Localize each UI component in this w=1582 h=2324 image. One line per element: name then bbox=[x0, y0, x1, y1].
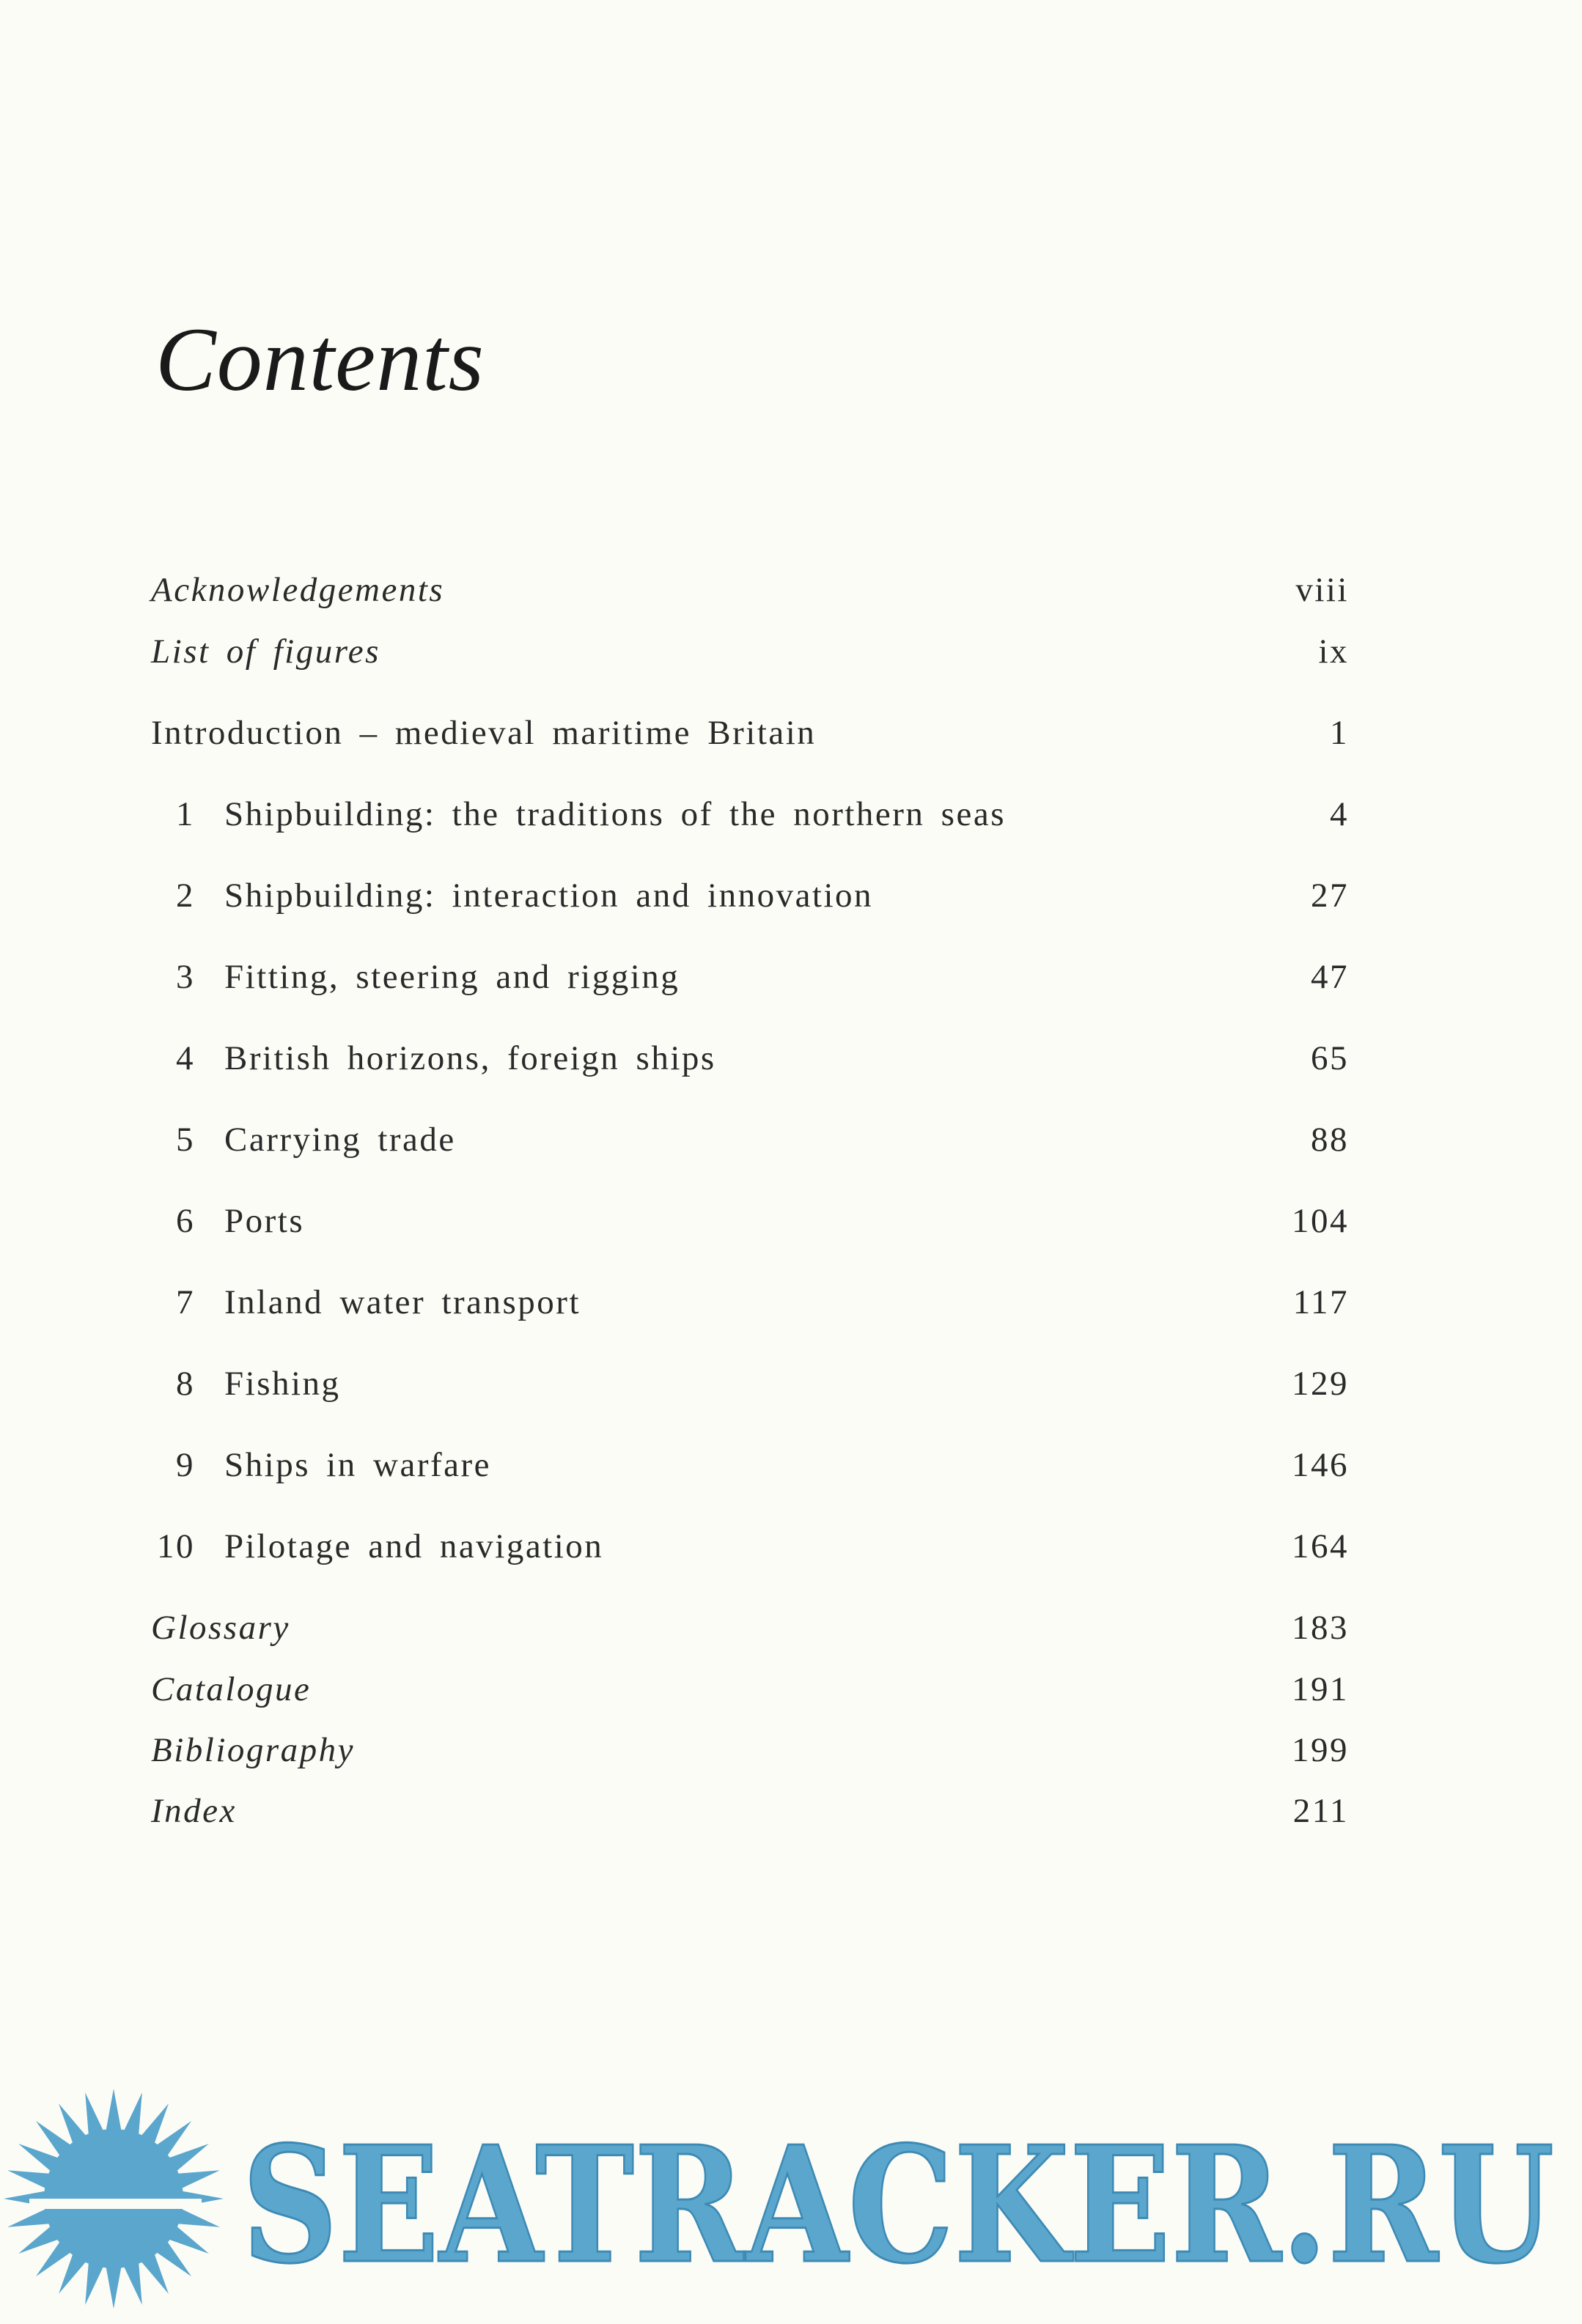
toc-entry-title: Catalogue bbox=[151, 1670, 312, 1708]
toc-entry-page: 183 bbox=[1292, 1609, 1349, 1647]
chapter-number: 5 bbox=[176, 1121, 195, 1159]
chapter-number: 2 bbox=[176, 877, 195, 915]
toc-entry-page: 164 bbox=[1292, 1527, 1349, 1565]
toc-entry-title: British horizons, foreign ships bbox=[224, 1039, 716, 1077]
toc-entry-title: Ports bbox=[224, 1202, 305, 1240]
toc-entry-page: 47 bbox=[1311, 958, 1349, 996]
toc-entry-title: Inland water transport bbox=[224, 1283, 581, 1321]
toc-entry-title: Carrying trade bbox=[224, 1121, 456, 1159]
toc-entry-title: Fishing bbox=[224, 1365, 341, 1403]
toc-entry-title: Fitting, steering and rigging bbox=[224, 958, 680, 996]
toc-entry-page: 117 bbox=[1292, 1283, 1349, 1321]
page-title: Contents bbox=[155, 309, 485, 410]
sun-icon bbox=[4, 2089, 224, 2309]
toc-entry-page: 88 bbox=[1311, 1121, 1349, 1159]
chapter-number: 4 bbox=[176, 1039, 195, 1077]
chapter-number: 1 bbox=[176, 795, 195, 833]
chapter-number: 7 bbox=[176, 1283, 195, 1321]
toc-entry-title: Bibliography bbox=[151, 1731, 356, 1769]
toc-entry-page: 199 bbox=[1292, 1731, 1349, 1769]
chapter-number: 3 bbox=[176, 958, 195, 996]
toc-entry-title: Pilotage and navigation bbox=[224, 1527, 604, 1565]
toc-entry-title: List of figures bbox=[151, 632, 380, 671]
toc-entry-page: 4 bbox=[1330, 795, 1349, 833]
toc-entry-page: ix bbox=[1318, 632, 1349, 671]
toc-entry-title: Shipbuilding: the traditions of the northern seas bbox=[224, 795, 1006, 833]
toc-entry-title: Ships in warfare bbox=[224, 1446, 492, 1484]
toc-entry-page: 65 bbox=[1311, 1039, 1349, 1077]
toc-entry-title: Introduction – medieval maritime Britain bbox=[151, 714, 817, 752]
toc-entry-page: 146 bbox=[1292, 1446, 1349, 1484]
toc-entry-page: 191 bbox=[1292, 1670, 1349, 1708]
chapter-number: 9 bbox=[176, 1446, 195, 1484]
toc-entry-page: 1 bbox=[1330, 714, 1349, 752]
toc-entry-title: Acknowledgements bbox=[151, 571, 445, 609]
chapter-number: 6 bbox=[176, 1202, 195, 1240]
watermark bbox=[0, 2089, 1582, 2324]
toc-entry-page: 129 bbox=[1292, 1365, 1349, 1403]
toc-entry-page: 211 bbox=[1292, 1792, 1349, 1830]
toc-entry-page: 104 bbox=[1292, 1202, 1349, 1240]
chapter-number: 10 bbox=[157, 1527, 195, 1565]
watermark-text: SEATRACKER.RU bbox=[242, 2111, 1554, 2299]
chapter-number: 8 bbox=[176, 1365, 195, 1403]
toc-entry-page: viii bbox=[1295, 571, 1349, 609]
toc-entry-title: Glossary bbox=[151, 1609, 290, 1647]
toc-entry-page: 27 bbox=[1311, 877, 1349, 915]
toc-entry-title: Shipbuilding: interaction and innovation bbox=[224, 877, 874, 915]
toc-entry-title: Index bbox=[151, 1792, 237, 1830]
